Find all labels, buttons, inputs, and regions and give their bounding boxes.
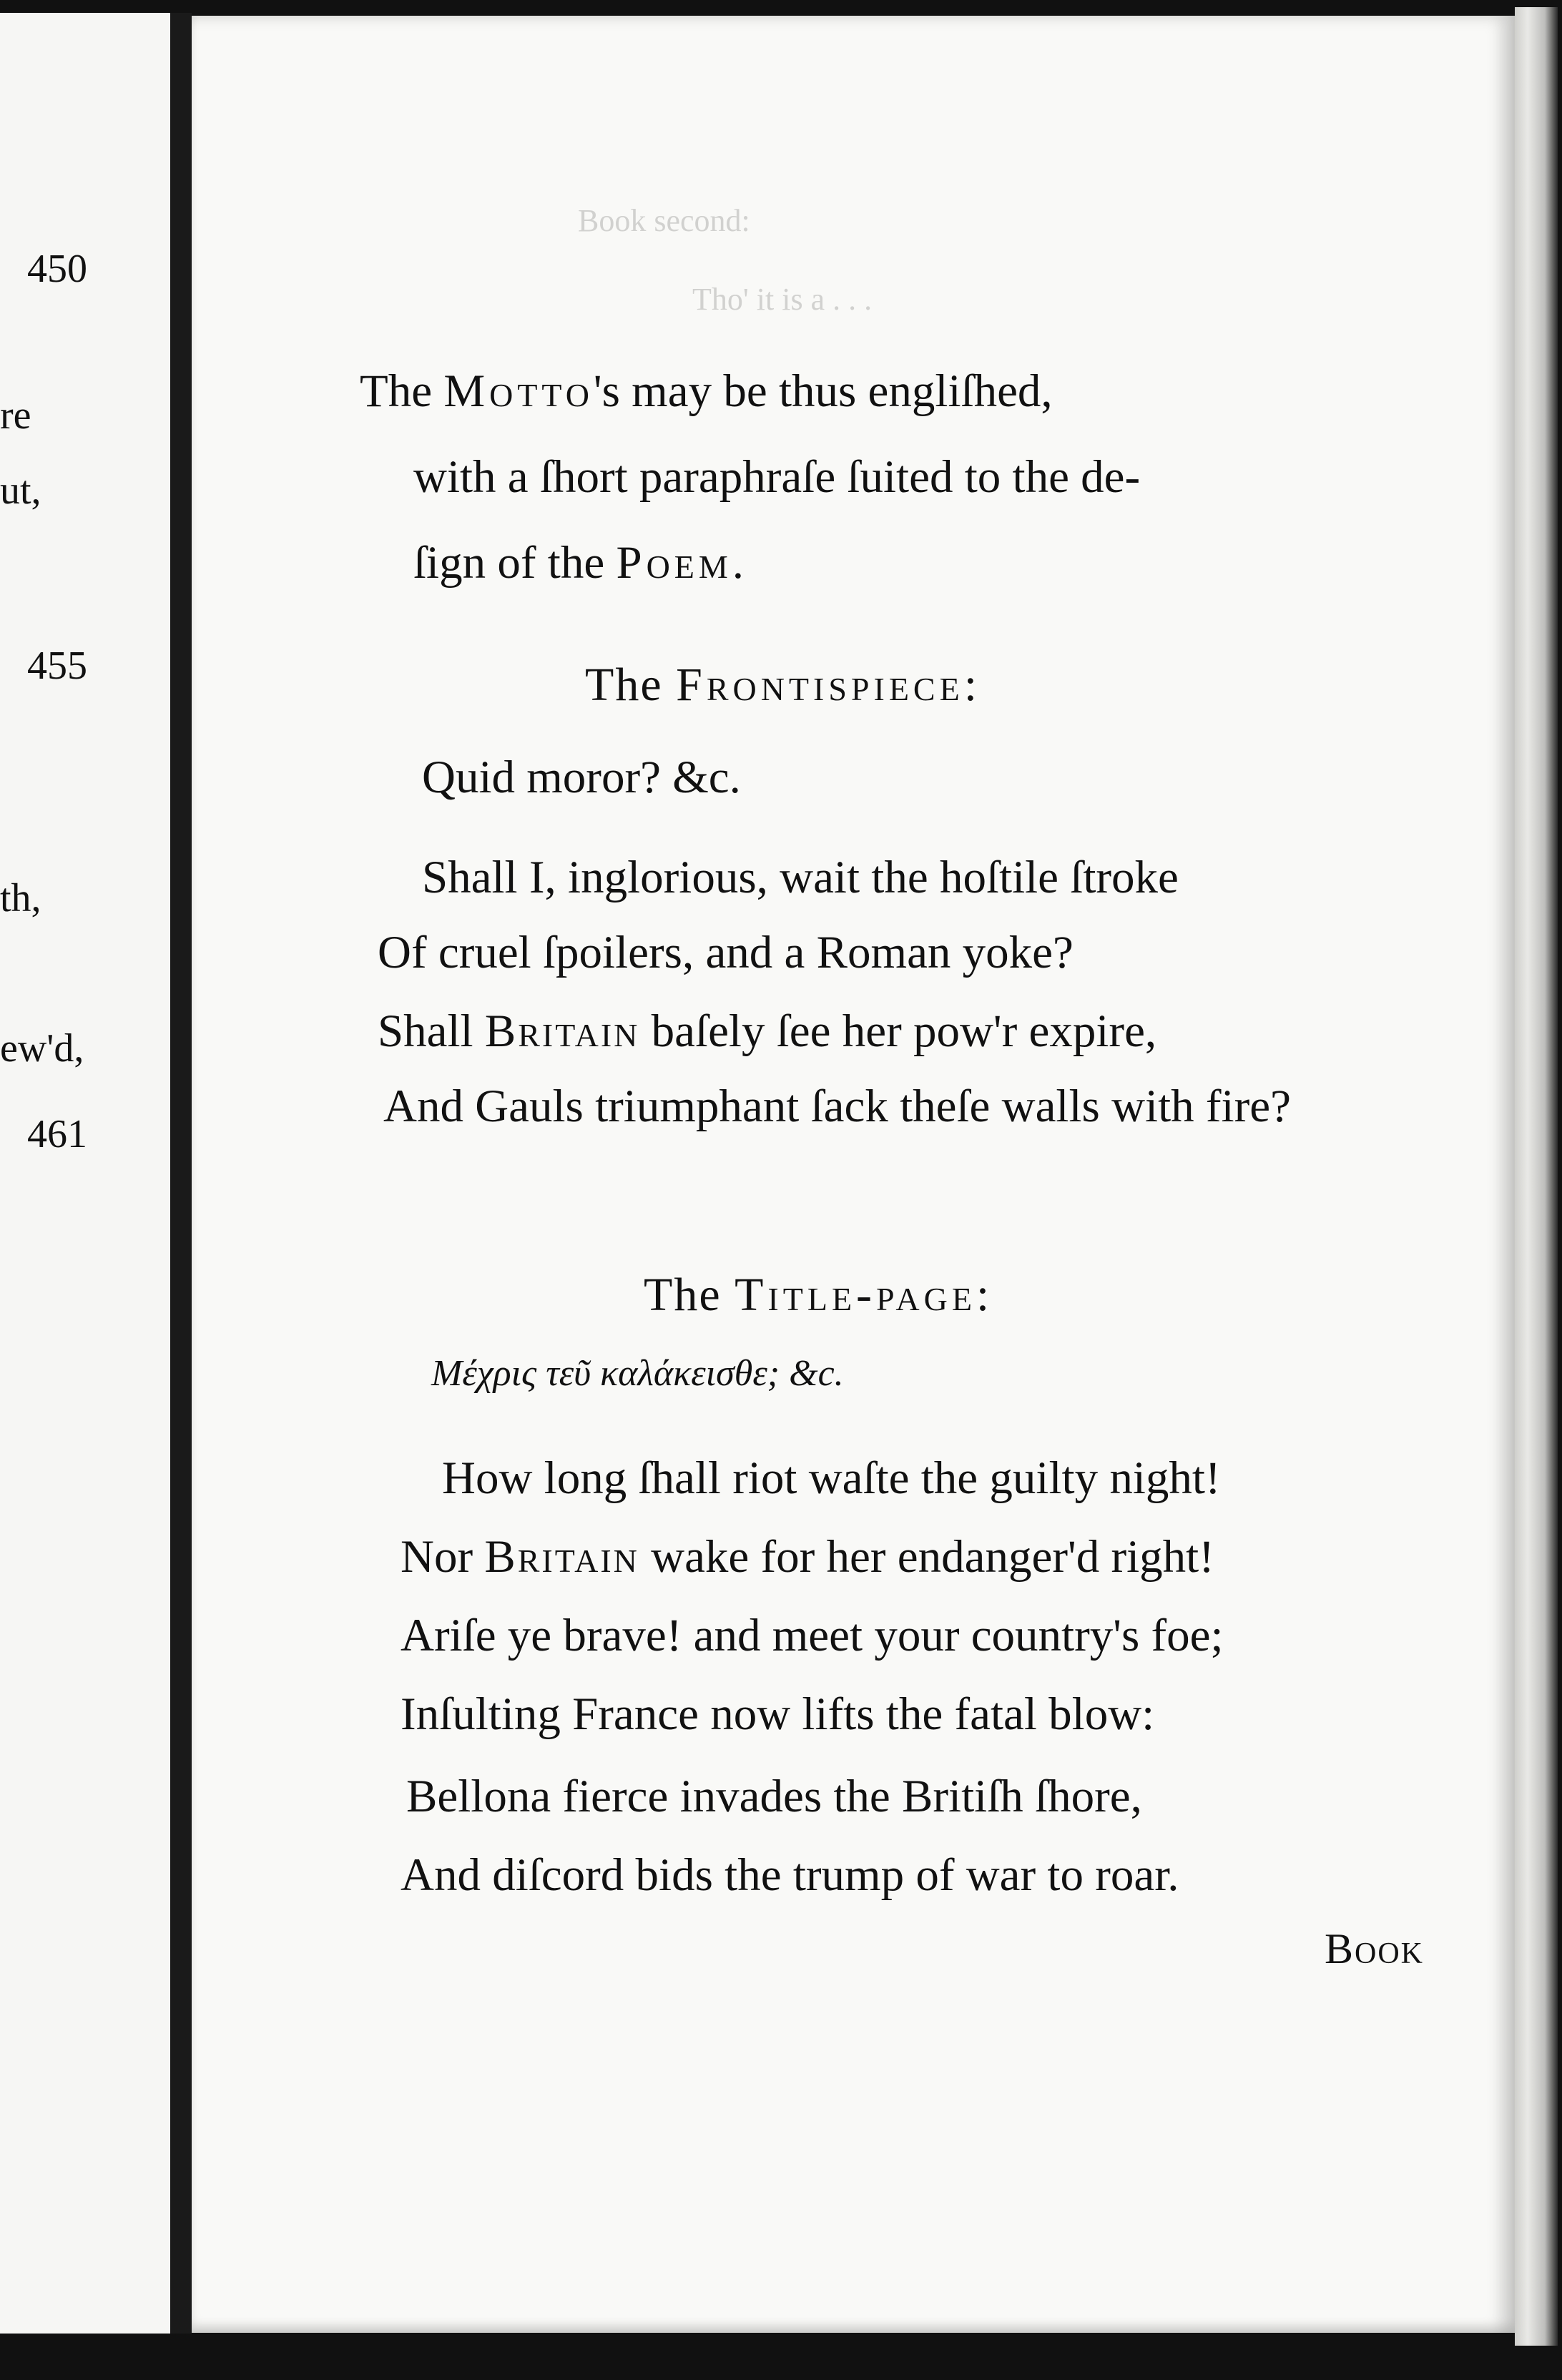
frontispiece-quote: Quid moror? &c. — [422, 752, 741, 803]
titlepage-verse-6: And diſcord bids the trump of war to roar. — [401, 1849, 1179, 1901]
line-number: 461 — [27, 1112, 87, 1156]
line-fragment: ut, — [0, 468, 41, 513]
left-page — [0, 13, 170, 2334]
intro-the: The — [360, 365, 433, 417]
frontispiece-verse-2: Of cruel ſpoilers, and a Roman yoke? — [378, 927, 1074, 978]
intro-line-2: with a ſhort paraphraſe ſuited to the de- — [413, 451, 1141, 503]
titlepage-greek-quote: Μέχρις τεῦ καλάκεισθε; &c. — [431, 1353, 844, 1394]
verse-britain: Britain — [484, 1531, 639, 1583]
titlepage-verse-4: Inſulting France now lifts the fatal blow: — [401, 1688, 1155, 1740]
verse-britain: Britain — [484, 1005, 640, 1057]
verse-word: Nor — [401, 1531, 473, 1583]
intro-line-1 — [360, 365, 1053, 417]
verse-word: Shall — [378, 1005, 473, 1057]
show-through-text: Tho' it is a . . . — [692, 282, 873, 317]
show-through-text: Book second: — [578, 203, 750, 238]
frontispiece-verse-4: And Gauls triumphant ſack theſe walls with fire? — [383, 1081, 1291, 1132]
titlepage-heading — [644, 1269, 994, 1321]
titlepage-verse-5: Bellona fierce invades the Britiſh ſhore, — [406, 1771, 1142, 1822]
line-fragment: re — [0, 393, 31, 438]
titlepage-verse-1: How long ſhall riot waſte the guilty night! — [442, 1452, 1221, 1504]
frontispiece-verse-1: Shall I, inglorious, wait the hoſtile ſtroke — [422, 852, 1179, 903]
titlepage-the: The — [644, 1269, 722, 1321]
intro-line-3 — [413, 537, 749, 589]
line-fragment: th, — [0, 876, 41, 920]
intro-sign-of-the: ſign of the — [413, 537, 605, 589]
page-edge — [1515, 7, 1558, 2346]
catchword: Book — [1325, 1925, 1425, 1972]
book-gutter — [170, 13, 192, 2334]
intro-suffix: 's may be thus engliſhed, — [593, 365, 1053, 417]
titlepage-verse-2 — [401, 1531, 1214, 1583]
line-fragment: ew'd, — [0, 1026, 84, 1071]
line-number: 455 — [27, 644, 87, 688]
frontispiece-heading — [585, 659, 982, 711]
titlepage-verse-3: Ariſe ye brave! and meet your country's foe; — [401, 1610, 1224, 1661]
frontispiece-verse-3 — [378, 1005, 1157, 1057]
line-number: 450 — [27, 247, 87, 291]
verse-word: baſely ſee her pow'r expire, — [651, 1005, 1157, 1057]
right-page — [192, 16, 1515, 2333]
verse-word: wake for her endanger'd right! — [651, 1531, 1214, 1583]
frontispiece-the: The — [585, 659, 663, 711]
titlepage-title: Title-page: — [735, 1269, 994, 1321]
frontispiece-title: Frontispiece: — [676, 659, 982, 711]
intro-poem: Poem. — [616, 537, 749, 589]
intro-motto: Motto — [443, 365, 594, 417]
